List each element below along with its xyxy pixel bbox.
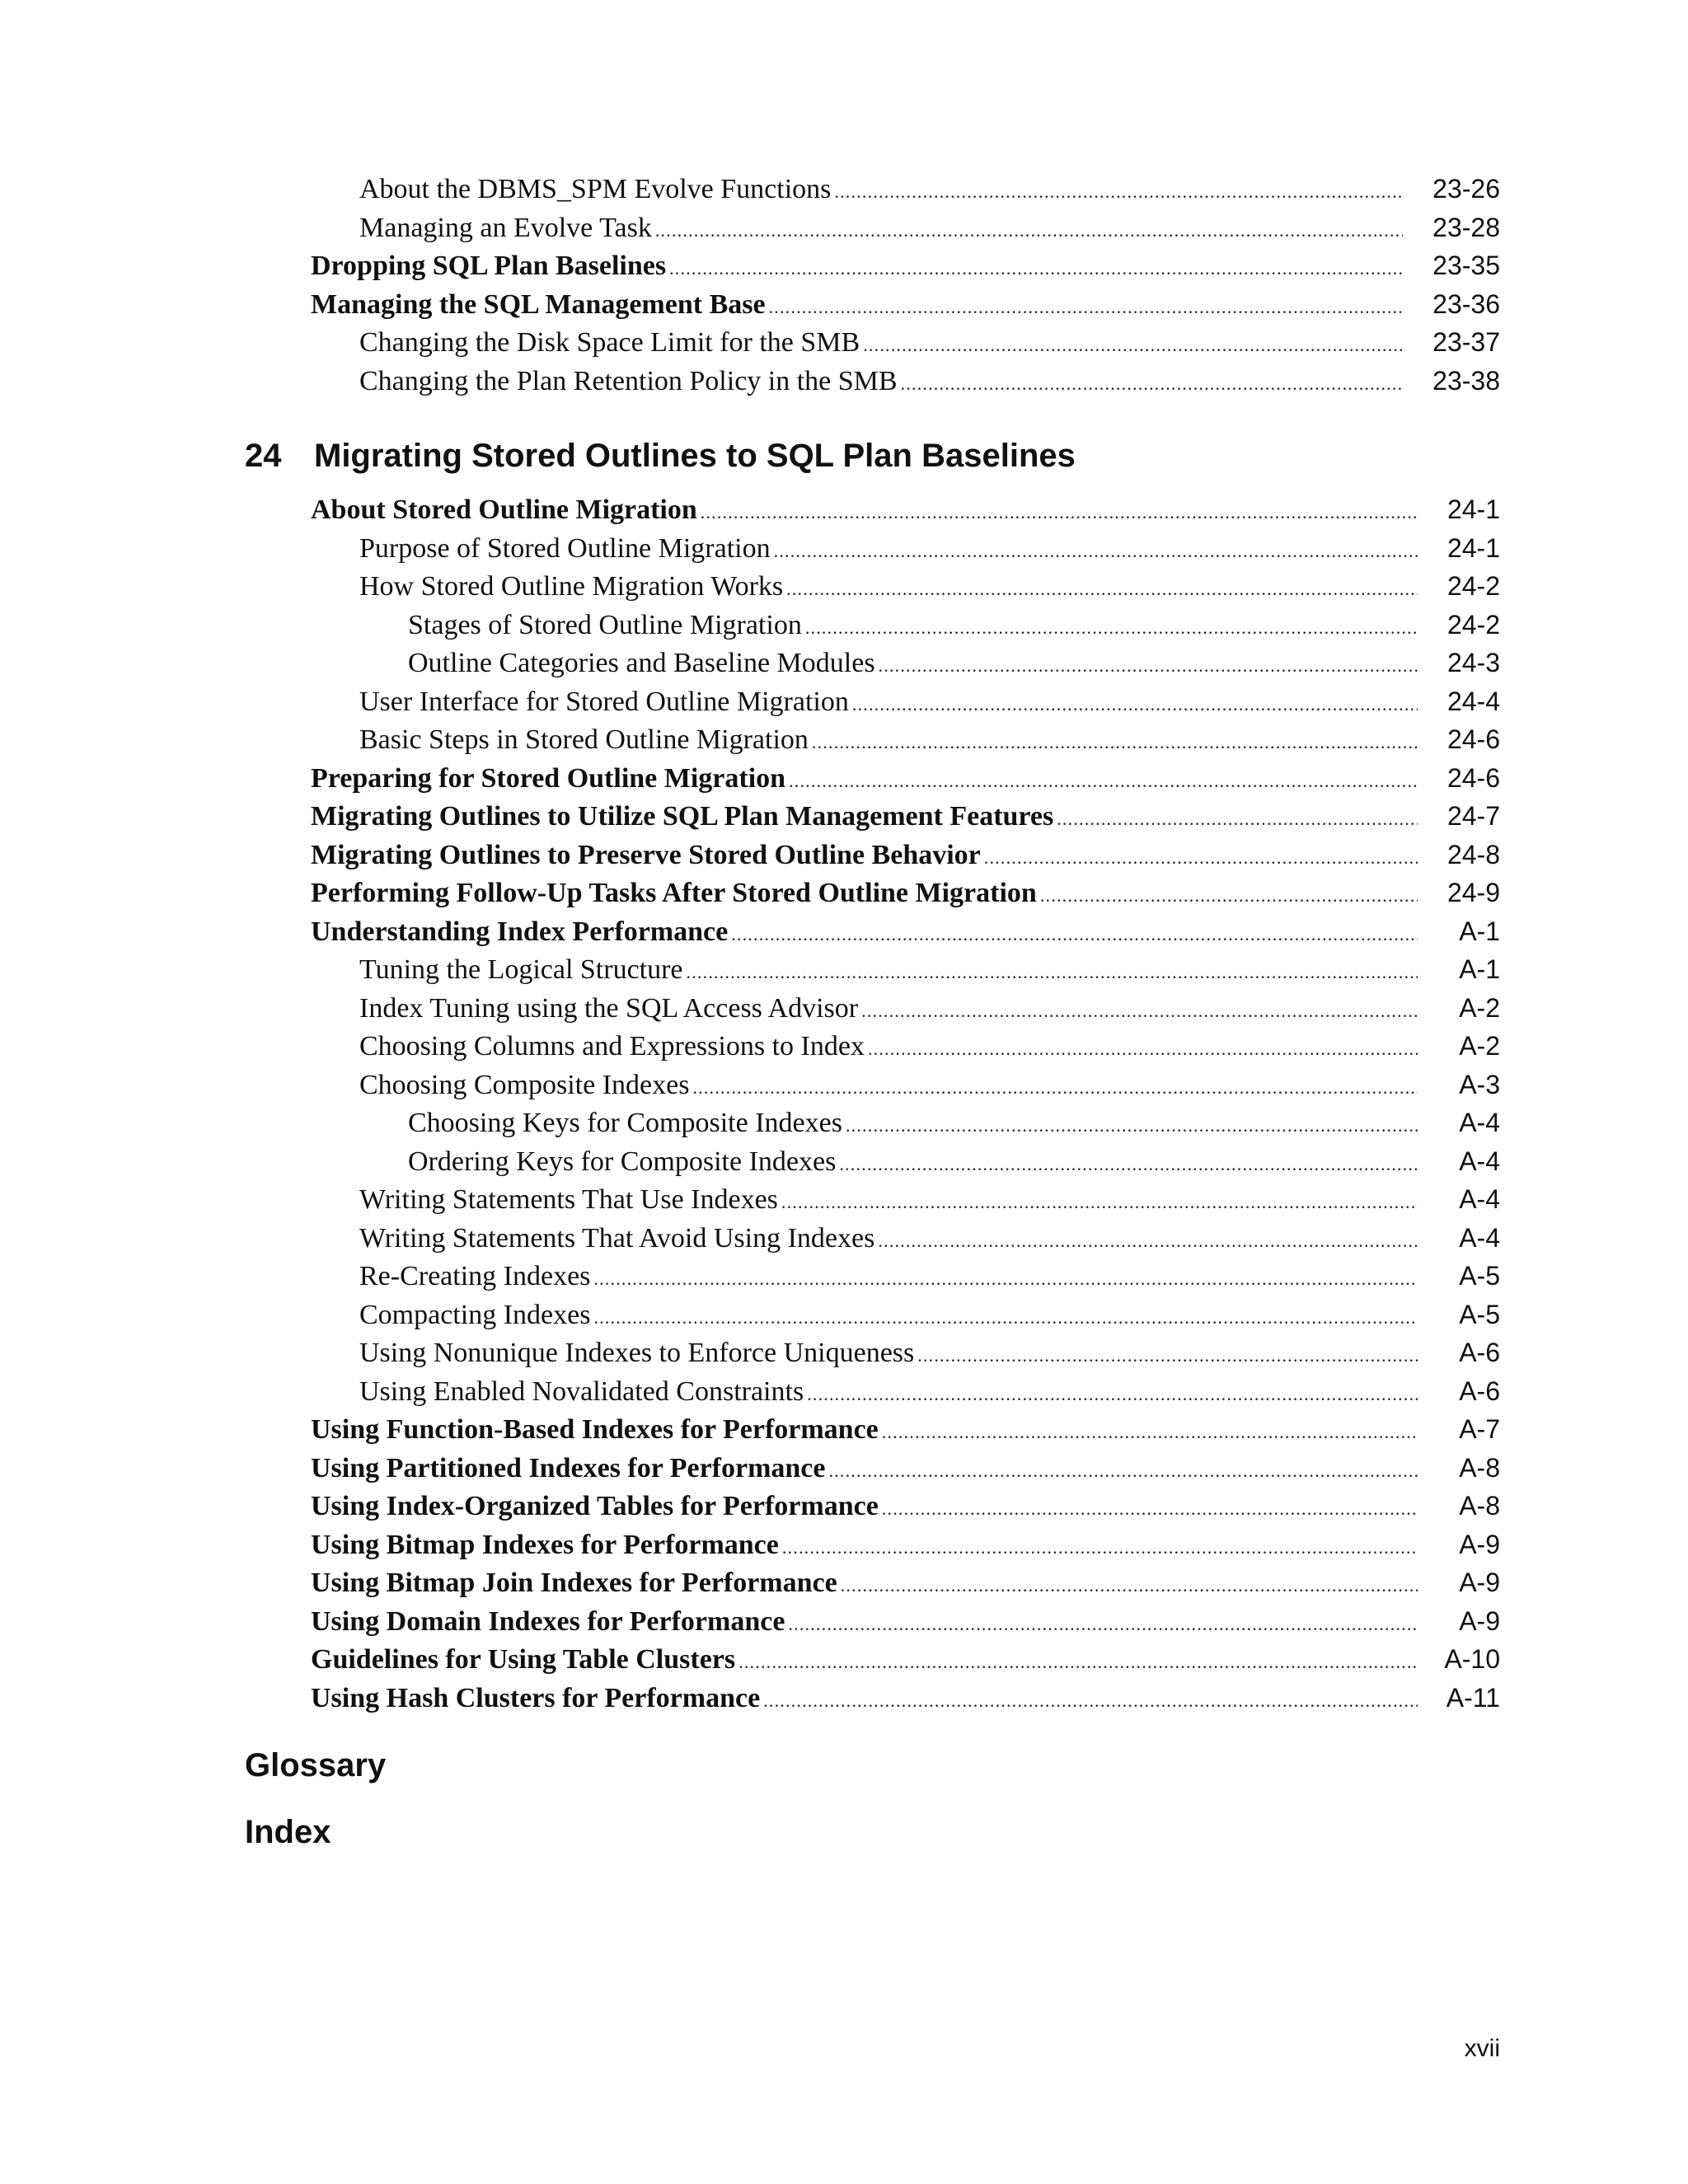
toc-entry-page: A-3	[1459, 1069, 1500, 1099]
toc-entry-title: Choosing Composite Indexes	[359, 1069, 690, 1100]
toc-entry[interactable]	[0, 1296, 1688, 1334]
toc-entry-page: A-4	[1459, 1222, 1500, 1253]
dot-leader	[669, 250, 1403, 288]
toc-entry-title: Using Bitmap Join Indexes for Performance	[311, 1568, 837, 1598]
toc-entry[interactable]	[0, 246, 1688, 285]
dot-leader	[868, 1030, 1418, 1069]
toc-entry[interactable]	[0, 720, 1688, 759]
toc-entry-page: 23-35	[1432, 251, 1500, 280]
toc-entry-title: About Stored Outline Migration	[311, 494, 697, 525]
toc-entry-page: 24-3	[1447, 648, 1500, 677]
toc-entry-title: Ordering Keys for Composite Indexes	[408, 1146, 837, 1177]
toc-entry[interactable]	[0, 912, 1688, 951]
toc-entry[interactable]	[0, 1487, 1688, 1526]
toc-entry-page: 23-36	[1432, 288, 1500, 319]
toc-entry[interactable]	[0, 1066, 1688, 1104]
dot-leader	[593, 1299, 1418, 1338]
toc-entry[interactable]	[0, 1257, 1688, 1296]
toc-entry-title: Preparing for Stored Outline Migration	[311, 762, 786, 794]
toc-entry-title: Understanding Index Performance	[311, 916, 729, 947]
toc-entry-page: 24-2	[1447, 571, 1500, 601]
dot-leader	[687, 954, 1418, 992]
toc-entry-title: Purpose of Stored Outline Migration	[359, 532, 771, 564]
toc-entry-page: A-5	[1459, 1261, 1500, 1291]
toc-entry[interactable]	[0, 1333, 1688, 1372]
toc-entry[interactable]	[0, 1410, 1688, 1449]
dot-leader	[738, 1643, 1418, 1682]
dot-leader	[593, 1260, 1418, 1299]
dot-leader	[882, 1490, 1418, 1529]
toc-entry-title: Compacting Indexes	[359, 1299, 591, 1330]
page-number: xvii	[1464, 2035, 1500, 2062]
dot-leader	[861, 992, 1418, 1031]
dot-leader	[878, 1222, 1418, 1261]
toc-entry-title: Using Domain Indexes for Performance	[311, 1605, 785, 1637]
toc-entry-page: A-4	[1459, 1184, 1500, 1214]
toc-entry[interactable]	[0, 1563, 1688, 1602]
chapter-heading	[245, 434, 1076, 477]
toc-entry-page: A-4	[1459, 1146, 1500, 1176]
toc-entry[interactable]	[0, 490, 1688, 529]
toc-entry-title: Writing Statements That Use Indexes	[359, 1184, 778, 1215]
toc-entry[interactable]	[0, 759, 1688, 798]
toc-entry-title: Managing the SQL Management Base	[311, 288, 766, 320]
dot-leader	[774, 532, 1418, 571]
toc-entry-title: Using Bitmap Indexes for Performance	[311, 1529, 779, 1560]
toc-entry-page: A-1	[1459, 954, 1500, 984]
toc-entry-page: 24-4	[1447, 686, 1500, 716]
toc-entry[interactable]	[0, 1602, 1688, 1641]
toc-entry-title: Stages of Stored Outline Migration	[408, 609, 802, 640]
toc-entry-title: Managing an Evolve Task	[359, 212, 652, 243]
toc-entry[interactable]	[0, 1219, 1688, 1258]
toc-entry[interactable]	[0, 1027, 1688, 1066]
toc-entry-page: A-10	[1444, 1644, 1500, 1674]
toc-entry[interactable]	[0, 170, 1688, 209]
toc-entry-title: Migrating Outlines to Utilize SQL Plan Management Features	[311, 801, 1054, 832]
toc-entry-page: A-6	[1459, 1376, 1500, 1406]
dot-leader	[807, 1376, 1418, 1414]
dot-leader	[828, 1452, 1418, 1491]
toc-entry-title: Changing the Disk Space Limit for the SMB	[359, 327, 860, 358]
dot-leader	[841, 1567, 1418, 1605]
toc-entry[interactable]	[0, 989, 1688, 1028]
dot-leader	[789, 762, 1418, 801]
dot-leader	[812, 724, 1418, 762]
toc-entry-title: Using Function-Based Indexes for Performance	[311, 1414, 879, 1445]
toc-entry-title: Dropping SQL Plan Baselines	[311, 251, 667, 281]
toc-entry-page: 24-8	[1447, 839, 1500, 869]
toc-entry-title: Performing Follow-Up Tasks After Stored Outline Migration	[311, 878, 1037, 908]
toc-entry[interactable]	[0, 323, 1688, 362]
toc-entry[interactable]	[0, 362, 1688, 401]
toc-entry[interactable]	[0, 644, 1688, 682]
toc-entry-title: Using Partitioned Indexes for Performance	[311, 1452, 826, 1483]
toc-entry-page: A-9	[1459, 1605, 1500, 1636]
toc-entry-title: User Interface for Stored Outline Migration	[359, 686, 849, 717]
toc-entry-title: Tuning the Logical Structure	[359, 954, 683, 985]
toc-entry[interactable]	[0, 950, 1688, 989]
toc-entry-page: 24-2	[1447, 609, 1500, 640]
toc-entry[interactable]	[0, 1526, 1688, 1564]
toc-entry-page: 24-6	[1447, 724, 1500, 754]
dot-leader	[786, 570, 1418, 609]
toc-entry[interactable]	[0, 1142, 1688, 1181]
toc-entry-page: 24-7	[1447, 801, 1500, 831]
toc-entry-page: A-7	[1459, 1414, 1500, 1444]
toc-entry-page: 23-37	[1432, 327, 1500, 357]
toc-entry[interactable]	[0, 682, 1688, 721]
toc-entry-page: 23-26	[1432, 174, 1500, 204]
chapter-number: 24	[245, 438, 282, 474]
toc-entry-page: 23-38	[1432, 365, 1500, 396]
dot-leader	[984, 839, 1418, 878]
dot-leader	[863, 326, 1403, 365]
toc-entry-page: A-2	[1459, 1031, 1500, 1061]
dot-leader	[901, 365, 1403, 404]
dot-leader	[882, 1413, 1418, 1452]
dot-leader	[655, 212, 1403, 251]
dot-leader	[805, 609, 1418, 648]
toc-entry-page: A-1	[1459, 916, 1500, 946]
toc-entry-page: 24-9	[1447, 878, 1500, 907]
dot-leader	[1040, 877, 1418, 916]
toc-entry-page: A-8	[1459, 1452, 1500, 1483]
toc-section-chapter-24	[0, 490, 1688, 1717]
toc-entry-title: Re-Creating Indexes	[359, 1261, 591, 1291]
toc-entry-title: Index Tuning using the SQL Access Advisor	[359, 992, 859, 1024]
dot-leader	[846, 1107, 1418, 1146]
dot-leader	[834, 173, 1403, 212]
toc-entry[interactable]	[0, 874, 1688, 912]
dot-leader	[763, 1682, 1418, 1721]
toc-entry-title: Using Enabled Novalidated Constraints	[359, 1376, 804, 1407]
toc-entry-page: A-5	[1459, 1299, 1500, 1329]
toc-entry[interactable]	[0, 797, 1688, 836]
toc-entry-title: Outline Categories and Baseline Modules	[408, 648, 875, 678]
toc-entry[interactable]	[0, 1372, 1688, 1411]
dot-leader	[692, 1069, 1418, 1108]
toc-entry-page: A-8	[1459, 1491, 1500, 1521]
toc-entry[interactable]	[0, 1104, 1688, 1142]
toc-entry-page: A-6	[1459, 1338, 1500, 1367]
toc-entry-title: About the DBMS_SPM Evolve Functions	[359, 174, 832, 204]
toc-entry[interactable]	[0, 606, 1688, 644]
toc-entry-title: Changing the Plan Retention Policy in the SMB	[359, 365, 898, 396]
toc-entry[interactable]	[0, 529, 1688, 568]
toc-entry-page: A-9	[1459, 1568, 1500, 1597]
chapter-title: Migrating Stored Outlines to SQL Plan Baselines	[314, 438, 1076, 474]
dot-leader	[917, 1337, 1418, 1376]
dot-leader	[701, 494, 1418, 532]
toc-entry[interactable]	[0, 1180, 1688, 1219]
toc-entry-title: Guidelines for Using Table Clusters	[311, 1644, 736, 1675]
toc-entry[interactable]	[0, 1640, 1688, 1679]
toc-entry-title: Using Hash Clusters for Performance	[311, 1682, 761, 1713]
toc-entry-page: 24-1	[1447, 532, 1500, 563]
toc-entry-title: How Stored Outline Migration Works	[359, 571, 784, 602]
toc-entry[interactable]	[0, 836, 1688, 874]
dot-leader	[852, 686, 1418, 724]
toc-entry-page: A-2	[1459, 992, 1500, 1023]
toc-entry-title: Choosing Keys for Composite Indexes	[408, 1108, 842, 1138]
dot-leader	[781, 1183, 1418, 1222]
toc-entry-title: Basic Steps in Stored Outline Migration	[359, 724, 809, 755]
dot-leader	[1057, 800, 1418, 839]
dot-leader	[731, 916, 1418, 954]
dot-leader	[839, 1146, 1418, 1184]
toc-entry-page: A-4	[1459, 1108, 1500, 1137]
toc-entry-page: 23-28	[1432, 212, 1500, 242]
toc-entry-title: Choosing Columns and Expressions to Index	[359, 1031, 865, 1062]
dot-leader	[769, 288, 1403, 327]
toc-entry[interactable]	[0, 567, 1688, 606]
toc-entry-title: Migrating Outlines to Preserve Stored Outline Behavior	[311, 839, 981, 870]
glossary-heading[interactable]: Glossary	[245, 1747, 387, 1783]
toc-entry[interactable]	[0, 209, 1688, 247]
dot-leader	[782, 1529, 1418, 1568]
toc-entry-page: 24-1	[1447, 494, 1500, 524]
toc-section-continued	[0, 170, 1688, 400]
toc-entry-title: Using Index-Organized Tables for Performance	[311, 1491, 879, 1521]
toc-entry[interactable]	[0, 285, 1688, 324]
index-heading[interactable]: Index	[245, 1814, 331, 1850]
toc-entry-page: 24-6	[1447, 762, 1500, 793]
dot-leader	[879, 647, 1418, 686]
toc-entry[interactable]	[0, 1449, 1688, 1488]
toc-entry-title: Writing Statements That Avoid Using Indexes	[359, 1222, 875, 1254]
toc-entry-title: Using Nonunique Indexes to Enforce Uniqueness	[359, 1338, 915, 1368]
toc-entry-page: A-11	[1446, 1682, 1500, 1713]
dot-leader	[788, 1605, 1418, 1644]
toc-entry-page: A-9	[1459, 1529, 1500, 1559]
toc-entry[interactable]	[0, 1679, 1688, 1718]
